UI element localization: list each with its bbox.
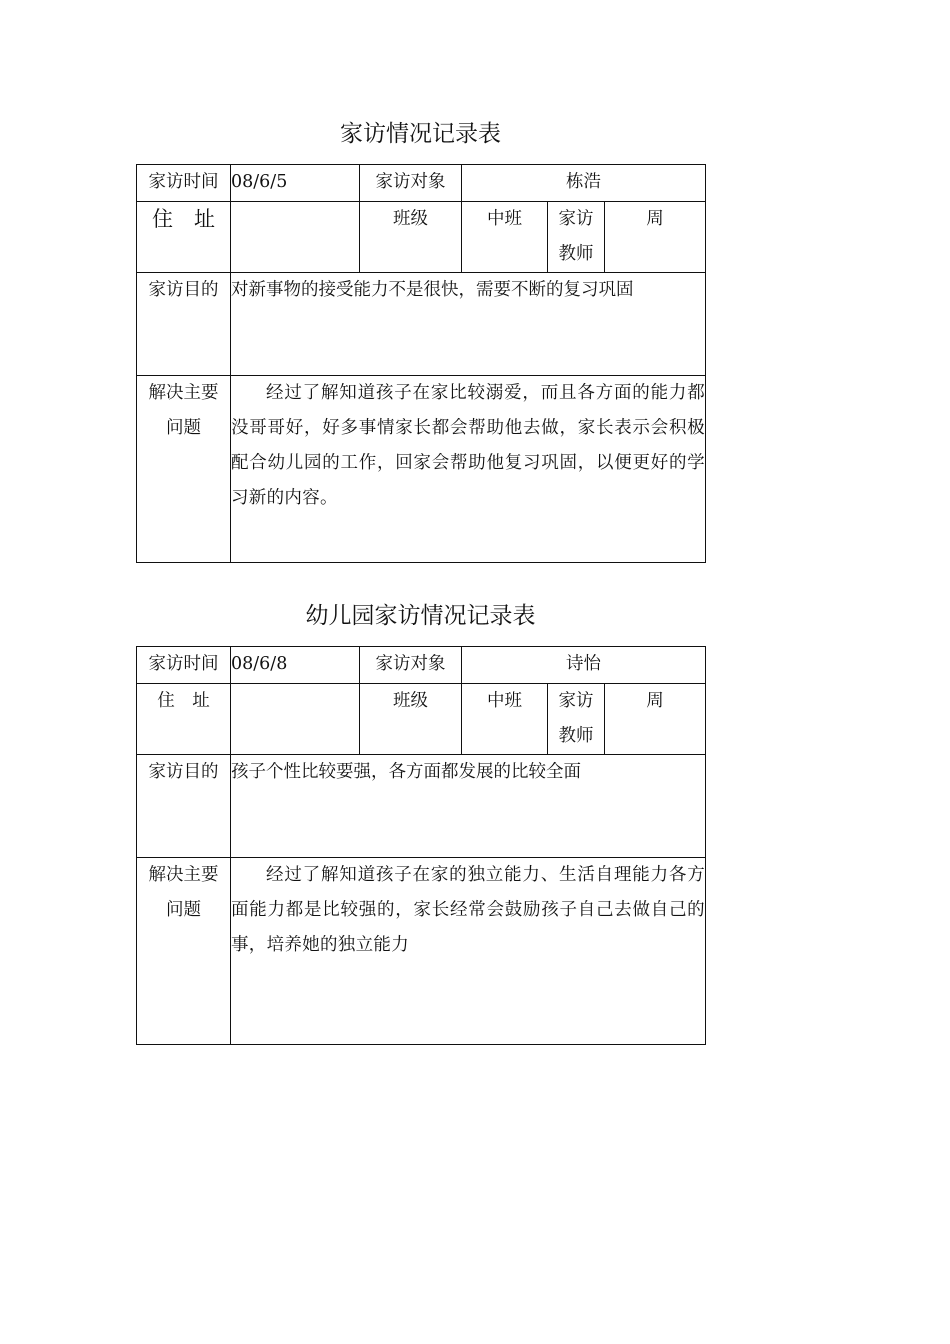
class-label: 班级: [360, 202, 462, 273]
visit-teacher-value: 周: [605, 684, 706, 755]
purpose-label: 家访目的: [137, 755, 231, 858]
visit-teacher-label-line2: 教师: [558, 726, 594, 746]
visit-time-value: 08/6/5: [231, 165, 360, 202]
form-title: 幼儿园家访情况记录表: [305, 603, 536, 629]
problem-label-line2: 问题: [166, 900, 201, 920]
purpose-value: 孩子个性比较要强，各方面都发展的比较全面: [231, 755, 706, 858]
address-label: 住 址: [137, 202, 231, 273]
class-value: 中班: [462, 202, 548, 273]
visit-teacher-label-line1: 家访: [558, 209, 594, 229]
class-value: 中班: [462, 684, 548, 755]
visit-teacher-label: [548, 202, 605, 273]
visit-teacher-label-line2: 教师: [558, 244, 594, 264]
problem-value: 经过了解知道孩子在家的独立能力、生活自理能力各方面能力都是比较强的，家长经常会鼓励孩子自己去做自己的事，培养她的独立能力: [231, 858, 706, 1045]
visit-time-label: 家访时间: [137, 647, 231, 684]
class-label: 班级: [360, 684, 462, 755]
visit-target-label: 家访对象: [360, 165, 462, 202]
problem-label-line1: 解决主要: [148, 865, 219, 885]
form-title: 家访情况记录表: [340, 121, 501, 147]
address-value: [231, 202, 360, 273]
visit-teacher-value: 周: [605, 202, 706, 273]
address-value: [231, 684, 360, 755]
visit-target-value: 栋浩: [462, 165, 706, 202]
problem-label: [137, 376, 231, 563]
problem-label-line2: 问题: [166, 418, 201, 438]
visit-time-label: 家访时间: [137, 165, 231, 202]
home-visit-record-table: [136, 164, 706, 563]
visit-teacher-label-line1: 家访: [558, 691, 594, 711]
address-label: 住 址: [137, 684, 231, 755]
problem-label-line1: 解决主要: [148, 383, 219, 403]
visit-target-value: 诗怡: [462, 647, 706, 684]
visit-target-label: 家访对象: [360, 647, 462, 684]
visit-time-value: 08/6/8: [231, 647, 360, 684]
problem-label: [137, 858, 231, 1045]
purpose-value: 对新事物的接受能力不是很快，需要不断的复习巩固: [231, 273, 706, 376]
purpose-label: 家访目的: [137, 273, 231, 376]
kindergarten-home-visit-record-table: [136, 646, 706, 1045]
visit-teacher-label: [548, 684, 605, 755]
problem-value: 经过了解知道孩子在家比较溺爱，而且各方面的能力都没哥哥好，好多事情家长都会帮助他去做，家长表示会积极配合幼儿园的工作，回家会帮助他复习巩固，以便更好的学习新的内容。: [231, 376, 706, 563]
